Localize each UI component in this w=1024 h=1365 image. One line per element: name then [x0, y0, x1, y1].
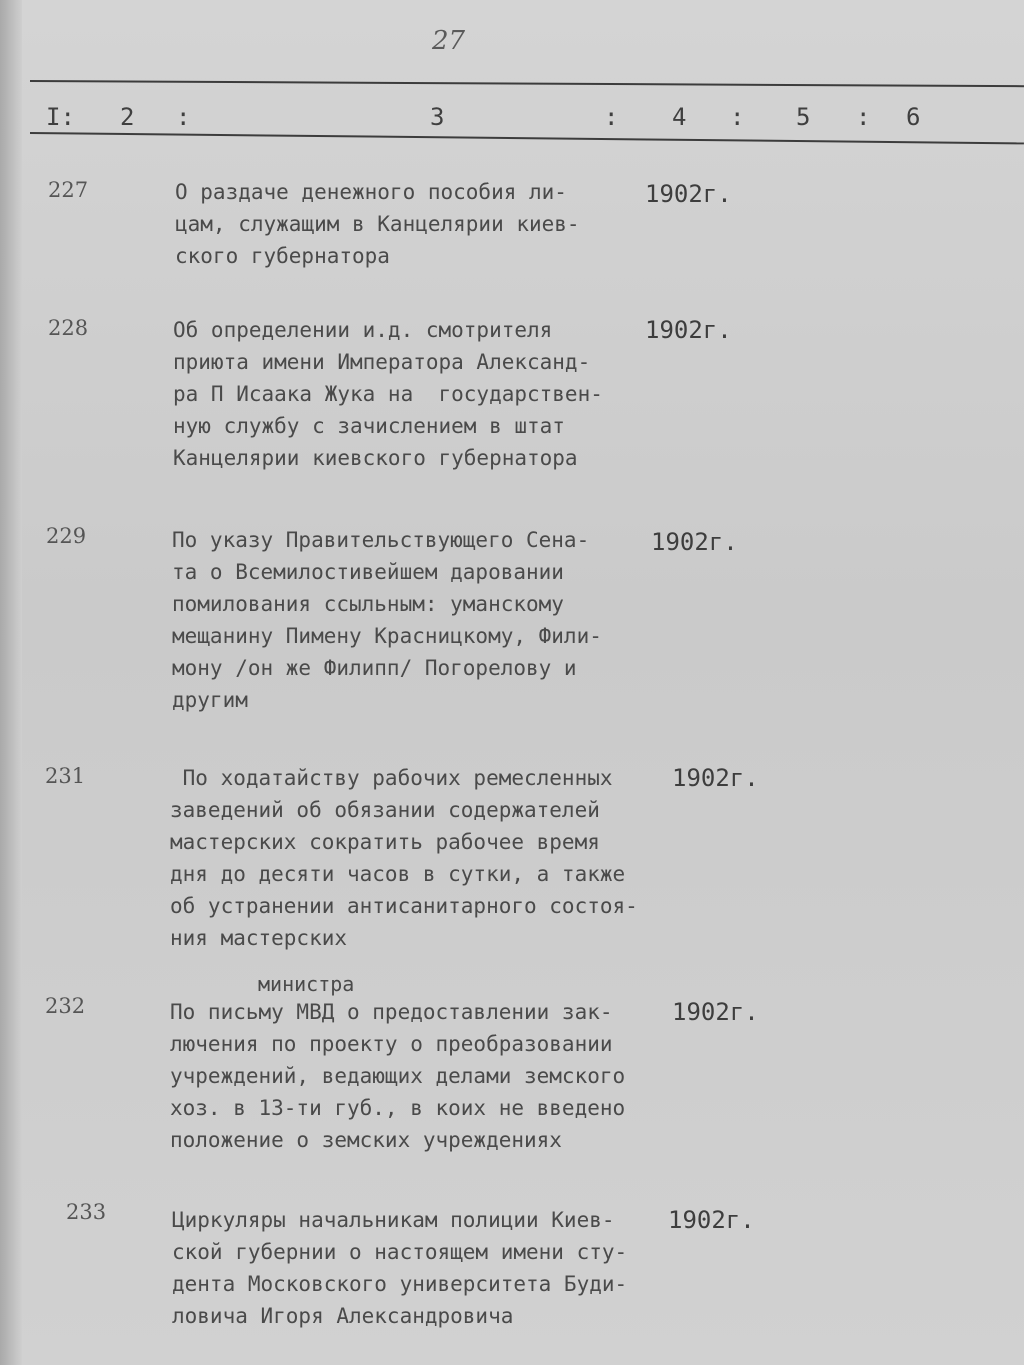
entry-line: По ходатайству рабочих ремесленных: [170, 766, 613, 790]
column-separator: :: [730, 103, 745, 131]
page-number: 27: [432, 26, 466, 56]
column-6-label: 6: [906, 103, 921, 131]
header-bottom-rule: [30, 132, 1024, 144]
entry-line: цам, служащим в Канцелярии киев-: [175, 212, 580, 236]
entry-line: ную службу с зачислением в штат: [173, 414, 565, 438]
entry-number: 227: [48, 178, 89, 202]
entry-description: [172, 524, 602, 716]
entry-year: 1902г.: [645, 180, 732, 208]
entry-line: ловича Игоря Александровича: [172, 1304, 514, 1328]
page-edge-shadow: [0, 0, 22, 1365]
entry-description: [170, 762, 638, 954]
entry-line: Канцелярии киевского губернатора: [173, 446, 578, 470]
entry-line: помилования ссыльным: уманскому: [172, 592, 564, 616]
entry-number: 231: [45, 764, 86, 788]
column-separator: :: [604, 103, 619, 131]
entry-line: ния мастерских: [170, 926, 348, 950]
column-1-label: I:: [46, 103, 75, 131]
entry-line: ской губернии о настоящем имени сту-: [172, 1240, 628, 1264]
entry-line: та о Всемилостивейшем даровании: [172, 560, 564, 584]
column-4-label: 4: [672, 103, 687, 131]
column-separator: :: [856, 103, 871, 131]
entry-description: [170, 996, 625, 1156]
entry-line: мастерских сократить рабочее время: [170, 830, 600, 854]
entry-year: 1902г.: [672, 998, 759, 1026]
entry-line: дня до десяти часов в сутки, а также: [170, 862, 626, 886]
entry-line: хоз. в 13-ти губ., в коих не введено: [170, 1096, 626, 1120]
entry-line: заведений об обязании содержателей: [170, 798, 600, 822]
entry-line: приюта имени Императора Александ-: [173, 350, 591, 374]
entry-year: 1902г.: [651, 528, 738, 556]
entry-line: дента Московского университета Буди-: [172, 1272, 628, 1296]
entry-year: 1902г.: [672, 764, 759, 792]
entry-year: 1902г.: [645, 316, 732, 344]
entry-number: 229: [46, 524, 87, 548]
entry-line: мону /он же Филипп/ Погорелову и: [172, 656, 577, 680]
entry-line: По указу Правительствующего Сена-: [172, 528, 590, 552]
entry-number: 228: [48, 316, 89, 340]
column-5-label: 5: [796, 103, 811, 131]
entry-line: учреждений, ведающих делами земского: [170, 1064, 626, 1088]
entry-description: [172, 1204, 627, 1332]
entry-line: ского губернатора: [175, 244, 390, 268]
handwritten-insert: министра: [258, 972, 355, 996]
entry-line: ра П Исаака Жука на государствен-: [173, 382, 603, 406]
entry-number: 232: [45, 994, 86, 1018]
entry-line: О раздаче денежного пособия ли-: [175, 180, 567, 204]
entry-number: 233: [66, 1200, 107, 1224]
entry-line: По письму МВД о предоставлении зак-: [170, 1000, 613, 1024]
entry-description: [175, 176, 580, 272]
entry-line: мещанину Пимену Красницкому, Фили-: [172, 624, 602, 648]
entry-description: [173, 314, 603, 474]
entry-year: 1902г.: [668, 1206, 755, 1234]
entry-line: Циркуляры начальникам полиции Киев-: [172, 1208, 615, 1232]
entry-line: об устранении антисанитарного состоя-: [170, 894, 638, 918]
column-separator: :: [176, 103, 191, 131]
entry-line: лючения по проекту о преобразовании: [170, 1032, 613, 1056]
entry-line: положение о земских учреждениях: [170, 1128, 562, 1152]
entry-line: другим: [172, 688, 248, 712]
entry-line: Об определении и.д. смотрителя: [173, 318, 553, 342]
header-top-rule: [30, 80, 1024, 87]
column-2-label: 2: [120, 103, 135, 131]
column-3-label: 3: [430, 103, 445, 131]
